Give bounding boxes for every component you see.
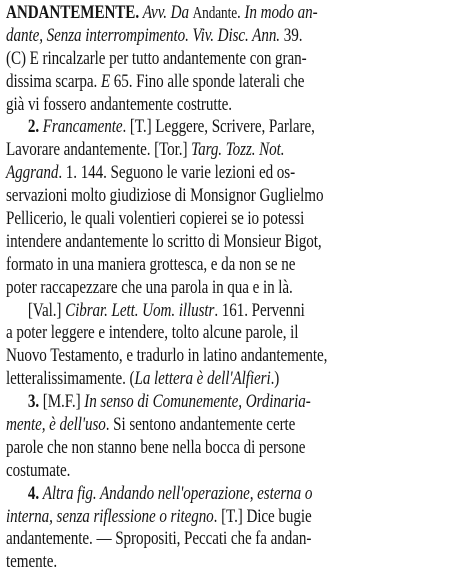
entry-line xyxy=(6,345,366,368)
entry-text-run: Andante xyxy=(192,3,238,22)
entry-line xyxy=(6,414,366,437)
entry-text-run: parole che non stanno bene nella bocca di persone xyxy=(6,436,306,458)
entry-text-run: Altra fig. Andando nell'operazione, esterna o xyxy=(42,482,313,504)
entry-text-run: . 1. 144. Seguono le varie lezioni ed os- xyxy=(58,162,296,184)
entry-text-run: 3. xyxy=(27,391,43,413)
entry-text-run: Nuovo Testamento, e tradurlo in latino andantemente, xyxy=(6,345,328,367)
entry-text-run: 4. xyxy=(27,482,43,504)
entry-text-run: . Si sentono andantemente certe xyxy=(105,414,296,436)
entry-text-run: E xyxy=(100,70,111,92)
entry-text-run: Cibrar. Lett. Uom. illustr xyxy=(65,299,215,321)
entry-text-run: andantemente. — Spropositi, Peccati che fa andan- xyxy=(6,528,312,550)
entry-line xyxy=(6,506,366,529)
entry-line xyxy=(6,277,366,300)
entry-text-run: In senso di Comunemente, Ordinaria- xyxy=(84,391,311,413)
entry-line xyxy=(6,185,366,208)
entry-text-run: (C) E rincalzarle per tutto andantemente con gran- xyxy=(6,47,307,69)
entry-text-run: Avv. Da xyxy=(142,2,193,23)
entry-text-run: Pellicerio, le quali volentieri copierei se io potessi xyxy=(6,208,305,230)
entry-text-run: Targ. Tozz. Not. xyxy=(191,139,285,161)
entry-text-run: dissima scarpa. xyxy=(6,70,101,92)
entry-line xyxy=(6,368,366,391)
entry-text-run: . xyxy=(237,2,245,23)
entry-line xyxy=(6,483,366,506)
entry-line xyxy=(6,139,366,162)
entry-text-run: 65. Fino alle sponde laterali che xyxy=(110,70,305,92)
entry-text-run: 2. xyxy=(27,116,43,138)
entry-text-run: . [T.] Leggere, Scrivere, Parlare, xyxy=(122,116,315,138)
entry-text-run: . 161. Pervenni xyxy=(214,299,305,321)
entry-line xyxy=(6,116,366,139)
entry-line xyxy=(6,25,366,48)
entry-text-run: letteralissimamente. ( xyxy=(6,368,135,390)
entry-text-run: Francamente xyxy=(42,116,123,138)
entry-line xyxy=(6,162,366,185)
entry-line xyxy=(6,300,366,323)
entry-text-run: ANDANTEMENTE. xyxy=(6,2,140,23)
entry-text-run: dante, Senza interrompimento. Viv. Disc. Ann. xyxy=(6,24,281,46)
entry-text-run: a poter leggere e intendere, tolto alcune parole, il xyxy=(6,322,299,344)
entry-line xyxy=(6,551,366,574)
entry-text-run: [Val.] xyxy=(27,299,66,321)
dictionary-entry-andantemente xyxy=(6,2,468,574)
entry-line xyxy=(6,71,366,94)
entry-line xyxy=(6,231,366,254)
entry-line xyxy=(6,437,366,460)
entry-text-run: Lavorare andantemente. [Tor.] xyxy=(6,139,192,161)
entry-text-run: già vi fossero andantemente costrutte. xyxy=(6,93,232,115)
entry-line xyxy=(6,48,366,71)
entry-text-run: mente, è dell'uso xyxy=(6,414,106,436)
entry-line xyxy=(6,2,366,25)
entry-line xyxy=(6,322,366,345)
entry-text-run: Aggrand xyxy=(6,162,59,184)
entry-text-run: interna, senza riflessione o ritegno xyxy=(6,505,214,527)
entry-text-run: 39. xyxy=(280,24,303,46)
entry-text-run: poter raccapezzare che una parola in qua e in là. xyxy=(6,276,293,298)
entry-line xyxy=(6,254,366,277)
entry-text-run: La lettera è dell'Alfieri xyxy=(134,368,271,390)
entry-line xyxy=(6,94,366,117)
entry-text-run: servazioni molto giudiziose di Monsignor Guglielmo xyxy=(6,185,324,207)
entry-text-run: temente. xyxy=(6,551,58,573)
entry-text-run: .) xyxy=(270,368,280,390)
entry-text-run: [M.F.] xyxy=(42,391,85,413)
entry-line xyxy=(6,528,366,551)
entry-line xyxy=(6,208,366,231)
entry-text-run: costumate. xyxy=(6,459,71,481)
entry-line xyxy=(6,391,366,414)
entry-text-run: . [T.] Dice bugie xyxy=(213,505,312,527)
entry-text-run: formato in una maniera grottesca, e da non se ne xyxy=(6,253,296,275)
entry-line xyxy=(6,460,366,483)
entry-text-run: intendere andantemente lo scritto di Monsieur Bigot, xyxy=(6,230,322,252)
entry-text-run: In modo an- xyxy=(244,2,318,23)
